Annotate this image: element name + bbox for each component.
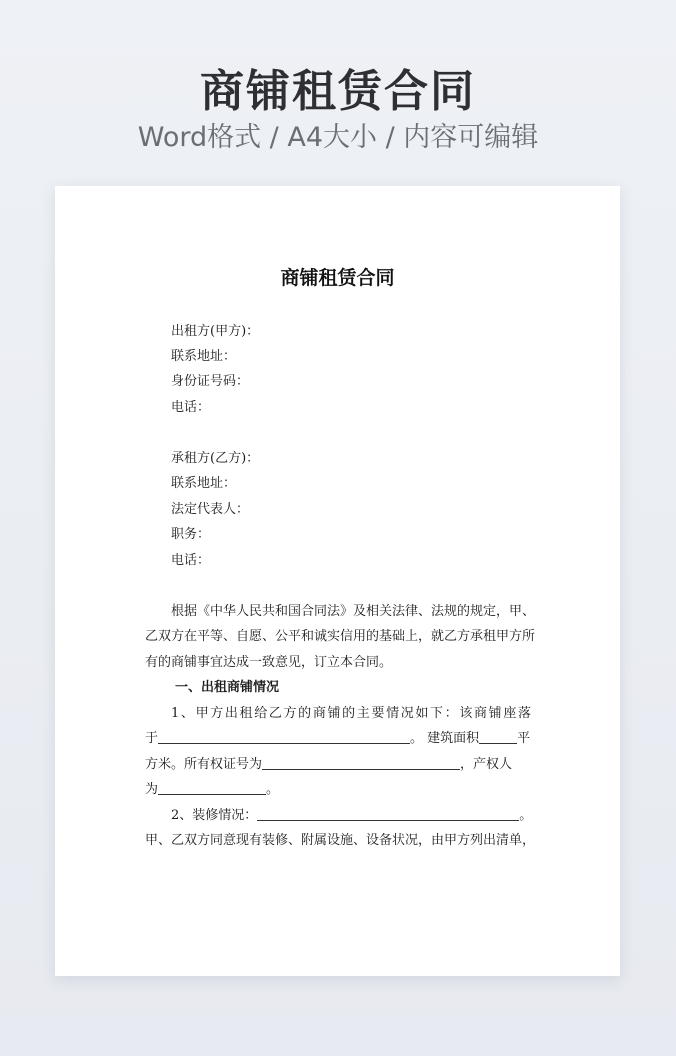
owner-prefix: 为 — [145, 782, 159, 797]
lessee-position-label: 职务： — [171, 527, 211, 542]
lessor-phone-label: 电话： — [171, 400, 211, 415]
owner-end: 。 — [266, 782, 280, 797]
lessor-address-label: 联系地址： — [171, 349, 237, 364]
lessee-phone-label: 电话： — [171, 553, 211, 568]
certificate-label: 方米。所有权证号为 — [145, 757, 263, 772]
lessee-party-label: 承租方(乙方)： — [171, 451, 260, 466]
area-unit-start: 平 — [517, 731, 531, 746]
banner-subtitle: Word格式 / A4大小 / 内容可编辑 — [137, 122, 539, 153]
location-blank[interactable] — [158, 730, 410, 744]
lessee-legal-rep-label: 法定代表人： — [171, 502, 250, 517]
section-1-heading: 一、出租商铺情况 — [175, 680, 280, 695]
intro-line-2: 乙双方在平等、自愿、公平和诚实信用的基础上，就乙方承租甲方所 — [145, 629, 536, 644]
lessee-address-label: 联系地址： — [171, 476, 237, 491]
lessor-party-label: 出租方(甲方)： — [171, 324, 260, 339]
section-1-item-1-line-3 — [145, 756, 531, 774]
document-title: 商铺租赁合同 — [280, 267, 395, 289]
section-1-item-2-line-2: 甲、乙双方同意现有装修、附属设施、设备状况，由甲方列出清单， — [145, 833, 536, 848]
lessor-id-label: 身份证号码： — [171, 374, 250, 389]
area-label: 。 建筑面积 — [410, 731, 480, 746]
document-page — [55, 186, 620, 976]
owner-blank[interactable] — [158, 781, 266, 795]
decoration-label: 2、装修情况： — [171, 808, 258, 823]
owner-label: ，产权人 — [460, 757, 513, 772]
section-1-item-1-line-4 — [145, 781, 531, 799]
intro-line-1: 根据《中华人民共和国合同法》及相关法律、法规的规定，甲、 — [171, 604, 536, 619]
banner-title: 商铺租赁合同 — [200, 66, 476, 117]
section-1-item-1-line-1: 1、甲方出租给乙方的商铺的主要情况如下：该商铺座落 — [171, 706, 531, 721]
intro-line-3: 有的商铺事宜达成一致意见，订立本合同。 — [145, 655, 393, 670]
section-1-item-1-line-2 — [145, 730, 531, 748]
area-blank[interactable] — [479, 730, 517, 744]
location-prefix: 于 — [145, 731, 159, 746]
certificate-blank[interactable] — [262, 756, 460, 770]
section-1-item-2-line-1 — [171, 807, 531, 825]
decoration-end: 。 — [519, 808, 533, 823]
decoration-blank[interactable] — [257, 807, 519, 821]
